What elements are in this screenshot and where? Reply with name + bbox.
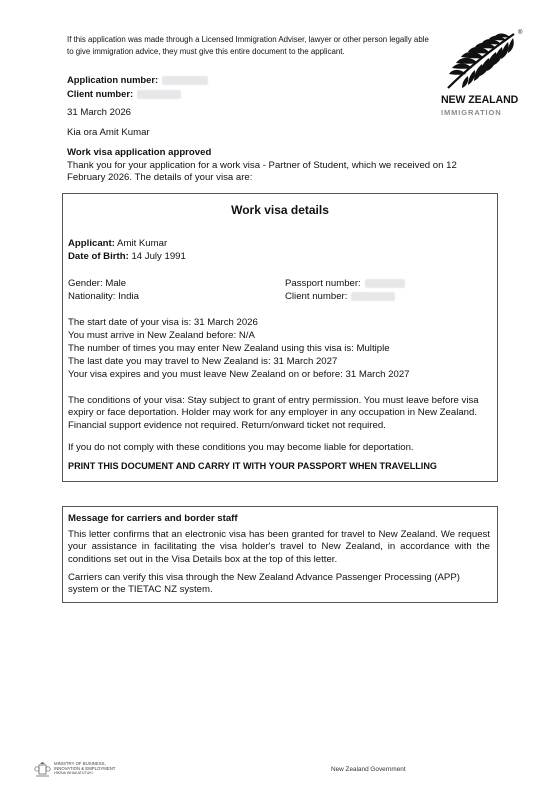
client-label: Client number: xyxy=(285,291,348,302)
gender-label: Gender: xyxy=(68,278,103,289)
nz-government-logo: New Zealand Government xyxy=(331,766,406,773)
applicant-label: Applicant: xyxy=(68,238,115,249)
silver-fern-icon xyxy=(440,28,523,92)
nz-immigration-logo xyxy=(440,28,528,122)
last-travel-row xyxy=(68,356,337,368)
entries-value: Multiple xyxy=(356,343,390,354)
visa-conditions: The conditions of your visa: Stay subject to grant of entry permission. You must leave before visa expiry or face deportation. Holder may work for any employer in any occupation in New Zealand. Financial support evidence not required. Return/onward ticket not required. xyxy=(68,395,479,431)
passport-label: Passport number: xyxy=(285,278,361,289)
greeting: Kia ora Amit Kumar xyxy=(67,127,150,138)
passport-row xyxy=(285,278,405,290)
adviser-notice: If this application was made through a Licensed Immigration Adviser, lawyer or other person legally able to give immigration advice, they must give this entire document to the applicant. xyxy=(67,35,429,56)
nationality-value: India xyxy=(118,291,139,302)
start-date-row xyxy=(68,317,258,329)
client-row xyxy=(285,291,395,303)
mbie-text xyxy=(54,761,115,776)
carriers-paragraph-1: This letter confirms that an electronic visa has been granted for travel to New Zealand. We request your assistance in facilitating the visa holder's travel to New Zealand, in accordance with the conditions set out in the Visa Details box at the top of this letter. xyxy=(68,529,490,565)
redacted-client-number-box xyxy=(351,292,395,301)
logo-new-zealand: NEW ZEALAND xyxy=(441,94,519,106)
mbie-line-2: INNOVATION & EMPLOYMENT xyxy=(54,766,116,772)
reference-numbers xyxy=(67,73,208,101)
expiry-value: 31 March 2027 xyxy=(345,369,410,380)
expiry-label: Your visa expires and you must leave New Zealand on or before: xyxy=(68,369,343,380)
entries-row xyxy=(68,343,390,355)
work-visa-details-box xyxy=(62,193,498,482)
nationality-row xyxy=(68,291,139,303)
mbie-line-1: MINISTRY OF BUSINESS, xyxy=(54,761,106,766)
logo-immigration: IMMIGRATION xyxy=(441,108,502,117)
arrive-label: You must arrive in New Zealand before: xyxy=(68,330,237,341)
last-travel-value: 31 March 2027 xyxy=(273,356,338,367)
carriers-heading: Message for carriers and border staff xyxy=(68,513,238,524)
print-instruction: PRINT THIS DOCUMENT AND CARRY IT WITH YOUR PASSPORT WHEN TRAVELLING xyxy=(68,461,437,471)
deportation-warning: If you do not comply with these conditions you may become liable for deportation. xyxy=(68,442,414,453)
redacted-application-number xyxy=(162,76,208,85)
coat-of-arms-icon xyxy=(34,761,51,779)
nationality-label: Nationality: xyxy=(68,291,116,302)
arrive-row xyxy=(68,330,255,342)
mbie-logo xyxy=(34,761,144,781)
entries-label: The number of times you may enter New Zealand using this visa is: xyxy=(68,343,354,354)
registered-mark: ® xyxy=(518,30,523,36)
dob-label: Date of Birth: xyxy=(68,251,129,262)
client-number-label: Client number: xyxy=(67,88,134,99)
approved-heading: Work visa application approved xyxy=(67,147,212,158)
application-number-label: Application number: xyxy=(67,74,159,85)
start-date-label: The start date of your visa is: xyxy=(68,317,192,328)
visa-details-title: Work visa details xyxy=(231,203,329,217)
carriers-paragraph-2: Carriers can verify this visa through the New Zealand Advance Passenger Processing (APP) system or the TIETAC NZ system. xyxy=(68,572,460,596)
gender-row xyxy=(68,278,126,290)
gender-value: Male xyxy=(105,278,127,289)
dob-value: 14 July 1991 xyxy=(131,251,186,262)
expiry-row xyxy=(68,369,410,381)
start-date-value: 31 March 2026 xyxy=(193,317,258,328)
dob-row xyxy=(68,251,186,263)
thanks-paragraph: Thank you for your application for a work visa - Partner of Student, which we received on 12 February 2026. The details of your visa are: xyxy=(67,160,457,184)
redacted-client-number xyxy=(137,90,181,99)
carriers-message-box xyxy=(62,506,498,603)
last-travel-label: The last date you may travel to New Zealand is: xyxy=(68,356,271,367)
arrive-value: N/A xyxy=(238,330,255,341)
mbie-line-3: HĪKINA WHAKATUTUKI xyxy=(54,771,93,776)
letter-date: 31 March 2026 xyxy=(67,107,131,118)
applicant-row xyxy=(68,238,167,250)
applicant-name: Amit Kumar xyxy=(117,238,168,249)
redacted-passport-number xyxy=(365,279,405,288)
